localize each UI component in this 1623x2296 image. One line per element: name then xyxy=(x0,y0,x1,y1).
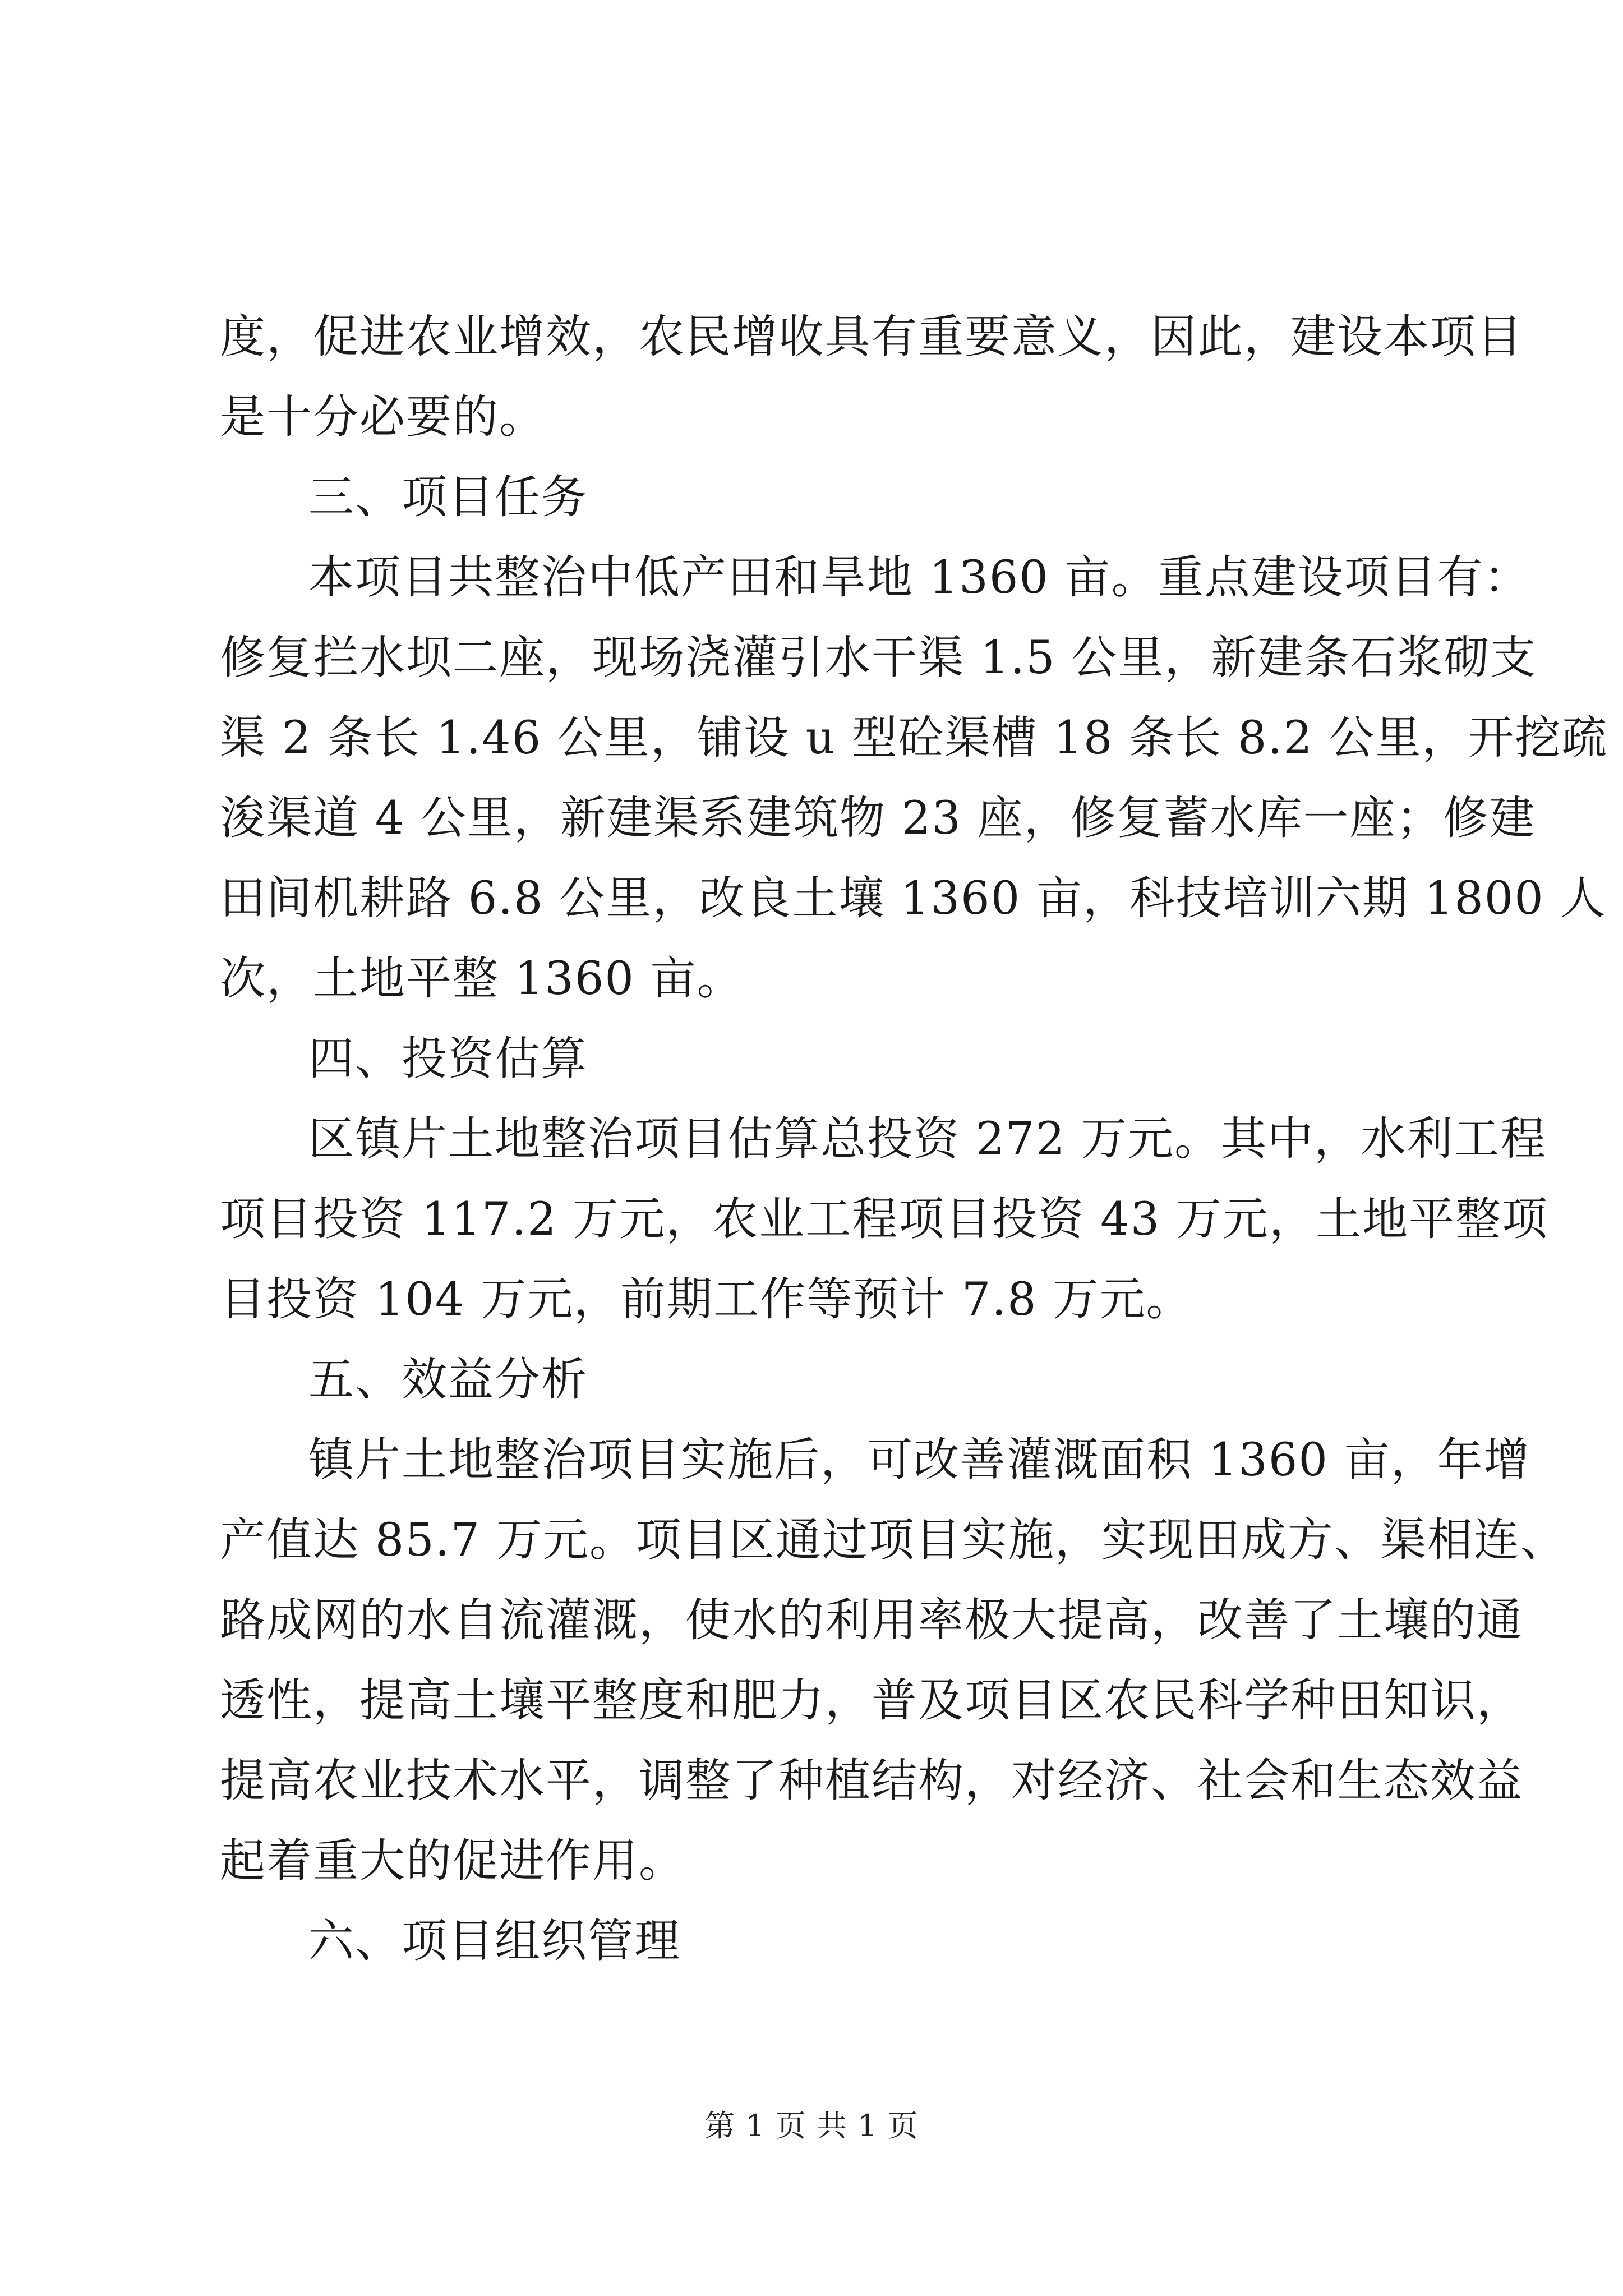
paragraph-line: 产值达 85.7 万元。项目区通过项目实施，实现田成方、渠相连、 xyxy=(220,1514,1567,1567)
paragraph-line: 区镇片土地整治项目估算总投资 272 万元。其中，水利工程 xyxy=(308,1113,1547,1166)
paragraph-line: 修复拦水坝二座，现场浇灌引水干渠 1.5 公里，新建条石浆砌支 xyxy=(220,632,1537,684)
paragraph-line: 路成网的水自流灌溉，使水的利用率极大提高，改善了土壤的通 xyxy=(220,1594,1524,1647)
section-heading: 五、效益分析 xyxy=(308,1354,588,1406)
paragraph-line: 镇片土地整治项目实施后，可改善灌溉面积 1360 亩，年增 xyxy=(308,1434,1530,1487)
paragraph-line: 田间机耕路 6.8 公里，改良土壤 1360 亩，科技培训六期 1800 人 xyxy=(220,872,1607,925)
paragraph-line: 渠 2 条长 1.46 公里，铺设 u 型砼渠槽 18 条长 8.2 公里，开挖疏 xyxy=(220,712,1608,765)
paragraph-line: 是十分必要的。 xyxy=(220,391,546,444)
paragraph-line: 目投资 104 万元，前期工作等预计 7.8 万元。 xyxy=(220,1273,1193,1326)
section-heading: 三、项目任务 xyxy=(308,471,588,524)
page-footer: 第 1 页 共 1 页 xyxy=(704,2108,919,2143)
paragraph-line: 度，促进农业增效，农民增收具有重要意义，因此，建设本项目 xyxy=(220,311,1524,364)
paragraph-line: 次，土地平整 1360 亩。 xyxy=(220,953,744,1005)
section-heading: 六、项目组织管理 xyxy=(308,1915,681,1968)
paragraph-line: 透性，提高土壤平整度和肥力，普及项目区农民科学种田知识， xyxy=(220,1674,1524,1727)
section-heading: 四、投资估算 xyxy=(308,1033,588,1085)
paragraph-line: 起着重大的促进作用。 xyxy=(220,1835,686,1888)
paragraph-line: 项目投资 117.2 万元，农业工程项目投资 43 万元，土地平整项 xyxy=(220,1193,1548,1246)
paragraph-line: 本项目共整治中低产田和旱地 1360 亩。重点建设项目有： xyxy=(308,551,1530,604)
paragraph-line: 提高农业技术水平，调整了种植结构，对经济、社会和生态效益 xyxy=(220,1755,1524,1807)
document-body xyxy=(220,297,1608,1982)
paragraph-line: 浚渠道 4 公里，新建渠系建筑物 23 座，修复蓄水库一座；修建 xyxy=(220,792,1536,845)
